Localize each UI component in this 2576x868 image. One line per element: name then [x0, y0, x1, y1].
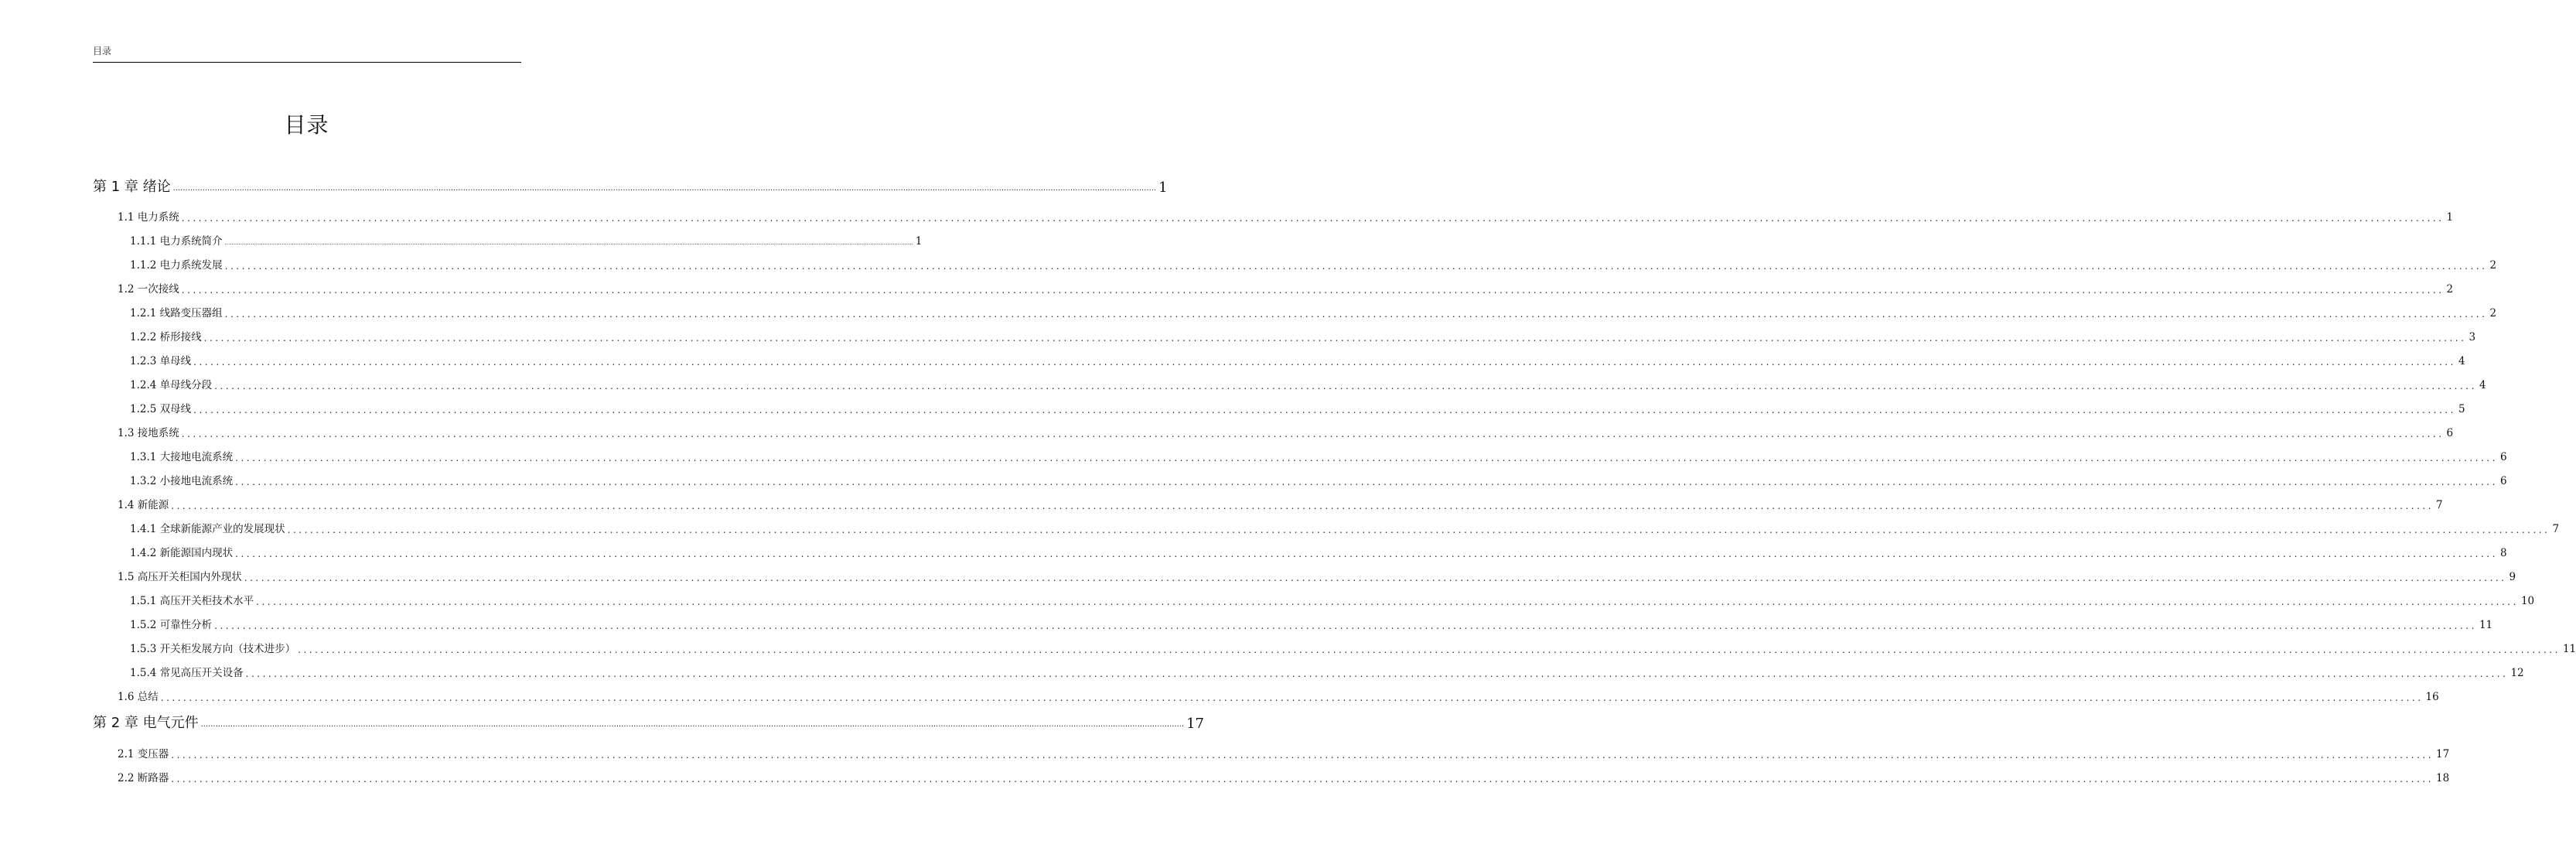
- toc-page-number: 6: [2499, 475, 2507, 487]
- toc-entry[interactable]: [130, 637, 2576, 655]
- toc-entry[interactable]: [118, 685, 2439, 703]
- toc-page-number: 6: [2499, 451, 2507, 463]
- toc-entry-title: 1.5.3 开关柜发展方向（技术进步）: [130, 643, 296, 655]
- toc-entry-title: 1.2.5 双母线: [130, 403, 192, 415]
- toc-entry-title: 1.5 高压开关柜国内外现状: [118, 571, 242, 583]
- dot-leader: ................................................................................................................................................................................................................................................................................................................................................................................................................: [245, 668, 2509, 679]
- dot-leader: ................................................................................................................................................................................................................................................................................................................................................................................................................: [193, 357, 2456, 367]
- toc-page-number: 18: [2436, 772, 2450, 784]
- toc-entry-title: 1.5.2 可靠性分析: [130, 619, 213, 631]
- toc-page-number: 3: [2469, 331, 2476, 343]
- toc-entry-title: 第 1 章 绪论: [93, 179, 171, 195]
- toc-page-number: 4: [2458, 355, 2465, 367]
- dot-leader: ................................................................................................................................................................................................................................................................................................................................................................................................................: [224, 309, 2488, 320]
- toc-entry[interactable]: [93, 713, 1205, 732]
- toc-entry-title: 1.2.4 单母线分段: [130, 379, 213, 391]
- toc-entry[interactable]: [118, 766, 2450, 784]
- toc-entry[interactable]: [130, 445, 2507, 463]
- dot-leader: ................................................................................................................................................................................................................................................................................................................................................................................................................: [298, 644, 2561, 655]
- toc-page-number: 12: [2510, 667, 2524, 679]
- toc-entry-title: 1.1 电力系统: [118, 211, 179, 224]
- toc-page-number: 11: [2562, 643, 2576, 655]
- dot-leader: ................................................................................................................................................................................................................................................................................................................................................................................................................: [244, 572, 2507, 583]
- dot-leader: ................................................................................................................................................................................................................................................................................................................................................................................................................: [171, 501, 2434, 511]
- toc-page-number: 7: [2436, 499, 2443, 511]
- dot-leader: ................................................................................................................................................................................................................................................................................................................................................................................................................: [160, 692, 2424, 703]
- toc-entry[interactable]: [130, 397, 2465, 415]
- dot-leader: ................................................................................................................................................................................................................................................................................................................................................................................................................: [214, 381, 2477, 391]
- toc-page-number: 2: [2489, 259, 2497, 272]
- toc-entry-title: 1.3.2 小接地电流系统: [130, 475, 234, 487]
- toc-page-number: 2: [2446, 283, 2454, 296]
- toc-entry-title: 第 2 章 电气元件: [93, 715, 199, 731]
- running-header: 目录: [93, 46, 112, 56]
- dot-leader: ................................................................................................................................................................................................................................................................................................................................................................................................................: [181, 429, 2445, 439]
- toc-page-number: 17: [2436, 748, 2450, 760]
- toc-page-number: 1: [1158, 179, 1168, 196]
- toc-entry[interactable]: [130, 301, 2497, 320]
- dot-leader: ................................................................................................................................................................................................................................................................................................................................................................................................................: [224, 261, 2488, 272]
- toc-entry-title: 2.1 变压器: [118, 748, 169, 760]
- dot-leader: ................................................................................................................................................................................................................................................................................................................................................................................................................: [287, 525, 2550, 535]
- toc-entry-title: 1.2 一次接线: [118, 283, 179, 296]
- toc-entry[interactable]: [130, 517, 2560, 535]
- toc-page-number: 2: [2489, 307, 2497, 320]
- toc-entry[interactable]: [130, 661, 2524, 679]
- toc-entry-title: 1.4.1 全球新能源产业的发展现状: [130, 523, 285, 535]
- toc-entry-title: 1.2.3 单母线: [130, 355, 192, 367]
- toc-entry[interactable]: [118, 205, 2454, 224]
- toc-entry[interactable]: [118, 493, 2443, 511]
- toc-entry[interactable]: [130, 325, 2476, 343]
- toc-page-number: 7: [2552, 523, 2560, 535]
- dot-leader: ................................................................................................................................................................................................................................................................................................................................................................................................................: [214, 620, 2477, 631]
- toc-page-number: 5: [2458, 403, 2465, 415]
- dot-leader: ................................................................................................................................................................................................................................................................................................................................................................................................................: [256, 596, 2519, 607]
- toc-page-number: 1: [915, 235, 923, 248]
- toc-entry[interactable]: [130, 541, 2507, 559]
- dot-leader: ................................................................................................................................................................................................................................................................................................................................................................................................................: [171, 774, 2434, 784]
- toc-page-number: 10: [2520, 595, 2535, 607]
- toc-entry-title: 1.5.1 高压开关柜技术水平: [130, 595, 254, 607]
- toc-entry-title: 1.4 新能源: [118, 499, 169, 511]
- toc-page-number: 8: [2499, 547, 2507, 559]
- dot-leader: ................................................................................................................................................................................................................................................................................................................................................................................................................: [181, 213, 2445, 224]
- toc-page-number: 17: [1186, 716, 1205, 732]
- dot-leader: ................................................................................................................................................................................................................................................................................................................................................................................................................: [193, 405, 2456, 415]
- toc-entry[interactable]: [130, 229, 923, 248]
- toc-entry-title: 1.1.2 电力系统发展: [130, 259, 223, 272]
- toc-page-number: 6: [2446, 427, 2454, 439]
- dot-leader: ................................................................................................................................................................................................................................................................................................................................................................................................................: [235, 548, 2498, 559]
- dot-leader: ................................................................................................................................................................................................................................................................................................................................................................................................................: [200, 720, 1185, 729]
- toc-entry[interactable]: [118, 277, 2454, 296]
- toc-entry[interactable]: [118, 421, 2454, 439]
- page-title: 目录: [284, 112, 329, 138]
- dot-leader: ................................................................................................................................................................................................................................................................................................................................................................................................................: [203, 333, 2467, 343]
- toc-entry-title: 1.5.4 常见高压开关设备: [130, 667, 244, 679]
- toc-entry-title: 2.2 断路器: [118, 772, 169, 784]
- toc-entry[interactable]: [130, 373, 2486, 391]
- dot-leader: ................................................................................................................................................................................................................................................................................................................................................................................................................: [172, 184, 1157, 193]
- dot-leader: ................................................................................................................................................................................................................................................................................................................................................................................................................: [235, 477, 2498, 487]
- toc-entry[interactable]: [130, 613, 2493, 631]
- toc-entry[interactable]: [130, 469, 2507, 487]
- toc-page-number: 4: [2479, 379, 2486, 391]
- toc-page-number: 9: [2509, 571, 2516, 583]
- dot-leader: ................................................................................................................................................................................................................................................................................................................................................................................................................: [181, 285, 2445, 296]
- dot-leader: ................................................................................................................................................................................................................................................................................................................................................................................................................: [171, 750, 2434, 760]
- toc-entry-title: 1.6 总结: [118, 691, 159, 703]
- toc-entry[interactable]: [118, 565, 2516, 583]
- toc-entry[interactable]: [93, 177, 1168, 196]
- toc-entry-title: 1.1.1 电力系统简介: [130, 235, 223, 248]
- toc-entry[interactable]: [130, 349, 2465, 367]
- header-rule: [93, 62, 521, 63]
- toc-entry[interactable]: [130, 253, 2497, 272]
- toc-page-number: 1: [2446, 211, 2454, 224]
- toc-entry-title: 1.2.2 桥形接线: [130, 331, 202, 343]
- toc-page-number: 11: [2479, 619, 2493, 631]
- dot-leader: ................................................................................................................................................................................................................................................................................................................................................................................................................: [224, 240, 913, 246]
- dot-leader: ................................................................................................................................................................................................................................................................................................................................................................................................................: [235, 453, 2498, 463]
- toc-entry-title: 1.2.1 线路变压器组: [130, 307, 223, 320]
- toc-entry-title: 1.4.2 新能源国内现状: [130, 547, 234, 559]
- toc-page-number: 16: [2425, 691, 2439, 703]
- toc-entry[interactable]: [130, 589, 2535, 607]
- toc-entry[interactable]: [118, 742, 2450, 760]
- toc-entry-title: 1.3 接地系统: [118, 427, 179, 439]
- toc-entry-title: 1.3.1 大接地电流系统: [130, 451, 234, 463]
